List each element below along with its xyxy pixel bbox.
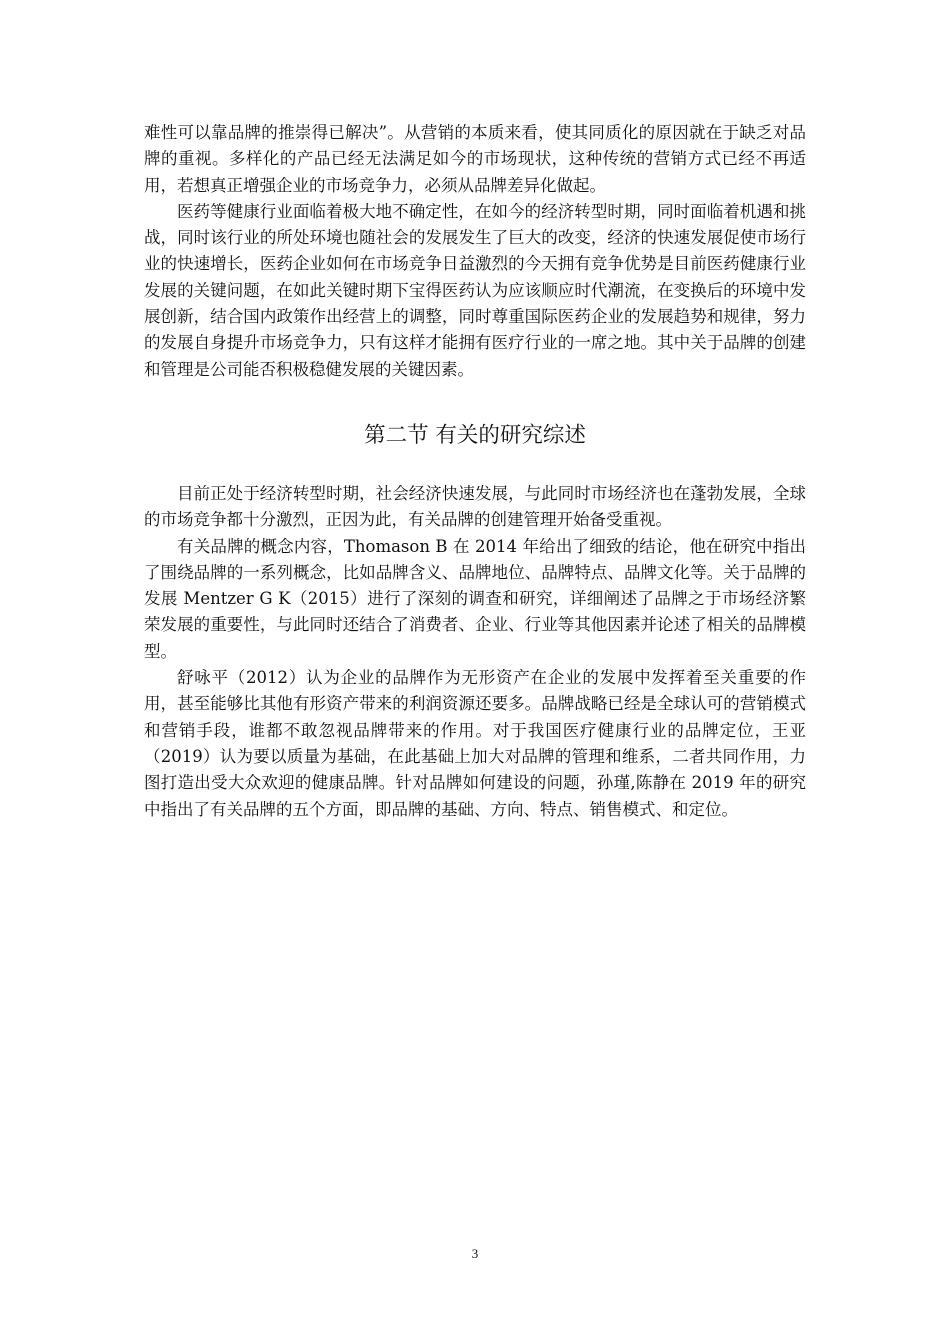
body-paragraph: 有关品牌的概念内容，Thomason B 在 2014 年给出了细致的结论，他在研究中指出了围绕品牌的一系列概念，比如品牌含义、品牌地位、品牌特点、品牌文化等。关于品牌的发展 Mentzer G K（2015）进行了深刻的调查和研究，详细阐述了品牌之于市场经济繁荣发展的重要性，与此同时还结合了消费者、企业、行业等其他因素并论述了相关的品牌模型。 (144, 536, 806, 661)
body-paragraph: 目前正处于经济转型时期，社会经济快速发展，与此同时市场经济也在蓬勃发展，全球的市场竞争都十分激烈，正因为此，有关品牌的创建管理开始备受重视。 (144, 483, 806, 530)
body-paragraph: 舒咏平（2012）认为企业的品牌作为无形资产在企业的发展中发挥着至关重要的作用，甚至能够比其他有形资产带来的利润资源还要多。品牌战略已经是全球认可的营销模式和营销手段，谁都不敢忽视品牌带来的作用。对于我国医疗健康行业的品牌定位，王亚（2019）认为要以质量为基础，在此基础上加大对品牌的管理和维系，二者共同作用，力图打造出受大众欢迎的健康品牌。针对品牌如何建设的问题，孙瑾,陈静在 2019 年的研究中指出了有关品牌的五个方面，即品牌的基础、方向、特点、销售模式、和定位。 (144, 668, 806, 819)
section-heading: 第二节 有关的研究综述 (364, 422, 586, 448)
body-paragraph: 医药等健康行业面临着极大地不确定性，在如今的经济转型时期，同时面临着机遇和挑战，同时该行业的所处环境也随社会的发展发生了巨大的改变，经济的快速发展促使市场行业的快速增长，医药企业如何在市场竞争日益激烈的今天拥有竞争优势是目前医药健康行业发展的关键问题，在如此关键时期下宝得医药认为应该顺应时代潮流，在变换后的环境中发展创新，结合国内政策作出经营上的调整，同时尊重国际医药企业的发展趋势和规律，努力的发展自身提升市场竞争力，只有这样才能拥有医疗行业的一席之地。其中关于品牌的创建和管理是公司能否积极稳健发展的关键因素。 (144, 201, 806, 379)
page-body (144, 120, 806, 823)
body-paragraph: 难性可以靠品牌的推崇得已解决”。从营销的本质来看，使其同质化的原因就在于缺乏对品牌的重视。多样化的产品已经无法满足如今的市场现状，这种传统的营销方式已经不再适用，若想真正增强企业的市场竞争力，必须从品牌差异化做起。 (144, 123, 806, 195)
page-number: 3 (471, 1246, 479, 1261)
